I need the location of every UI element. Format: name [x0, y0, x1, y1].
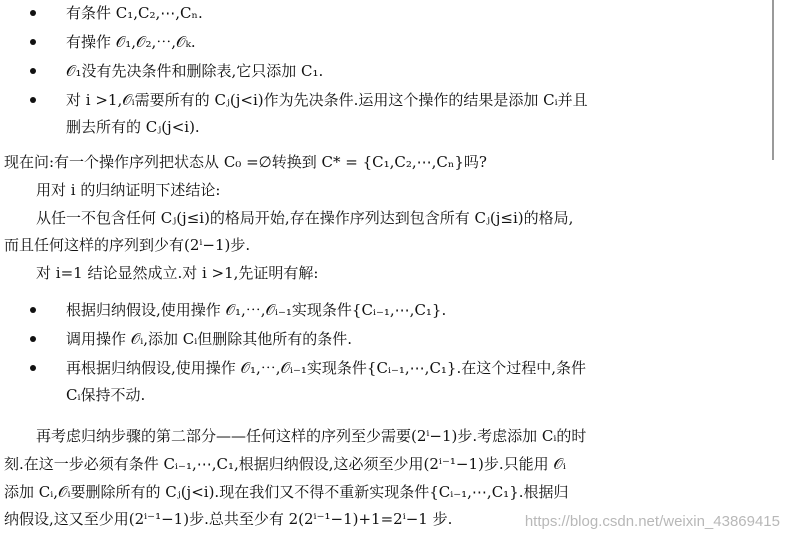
watermark-text: https://blog.csdn.net/weixin_43869415	[524, 513, 780, 530]
claim-line-1: 从任一不包含任何 Cⱼ(j≤i)的格局开始,存在操作序列达到包含所有 Cⱼ(j≤i)的格局,	[36, 209, 574, 227]
bullet-dot	[30, 68, 36, 74]
bullet-dot	[30, 365, 36, 371]
bullet-dot	[30, 10, 36, 16]
paragraph-line-4: 纳假设,这又至少用(2ⁱ⁻¹−1)步.总共至少有 2(2ⁱ⁻¹−1)+1=2ⁱ−1 步.	[4, 510, 453, 528]
step-item-3-cont: Cᵢ保持不动.	[66, 386, 146, 404]
claim-line-2: 而且任何这样的序列到少有(2ⁱ−1)步.	[4, 236, 251, 254]
margin-bar	[772, 0, 774, 160]
induction-intro: 用对 i 的归纳证明下述结论:	[36, 181, 221, 199]
top-list-item-3: 𝒪₁没有先决条件和删除表,它只添加 C₁.	[66, 62, 324, 80]
question-line: 现在问:有一个操作序列把状态从 C₀ =∅转换到 C* = {C₁,C₂,⋯,Cₙ}吗?	[4, 153, 487, 171]
top-list-item-4-cont: 删去所有的 Cⱼ(j<i).	[66, 118, 200, 136]
bullet-dot	[30, 307, 36, 313]
bullet-dot	[30, 39, 36, 45]
paragraph-line-2: 刻.在这一步必须有条件 Cᵢ₋₁,⋯,C₁,根据归纳假设,这必须至少用(2ⁱ⁻¹−1)步.只能用 𝒪ᵢ	[4, 455, 566, 473]
bullet-dot	[30, 336, 36, 342]
step-item-1: 根据归纳假设,使用操作 𝒪₁,⋯,𝒪ᵢ₋₁实现条件{Cᵢ₋₁,⋯,C₁}.	[66, 301, 447, 319]
paragraph-line-3: 添加 Cᵢ,𝒪ᵢ要删除所有的 Cⱼ(j<i).现在我们又不得不重新实现条件{Cᵢ₋₁,⋯,C₁}.根据归	[4, 483, 569, 501]
step-item-2: 调用操作 𝒪ᵢ,添加 Cᵢ但删除其他所有的条件.	[66, 330, 353, 348]
base-case-line: 对 i=1 结论显然成立.对 i >1,先证明有解:	[36, 264, 319, 282]
top-list-item-4: 对 i >1,𝒪ᵢ需要所有的 Cⱼ(j<i)作为先决条件.运用这个操作的结果是添加 Cᵢ并且	[66, 91, 588, 109]
top-list-item-1: 有条件 C₁,C₂,⋯,Cₙ.	[66, 4, 203, 22]
step-item-3: 再根据归纳假设,使用操作 𝒪₁,⋯,𝒪ᵢ₋₁实现条件{Cᵢ₋₁,⋯,C₁}.在这个过程中,条件	[66, 359, 587, 377]
paragraph-line-1: 再考虑归纳步骤的第二部分——任何这样的序列至少需要(2ⁱ−1)步.考虑添加 Cᵢ的时	[36, 427, 587, 445]
top-list-item-2: 有操作 𝒪₁,𝒪₂,⋯,𝒪ₖ.	[66, 33, 196, 51]
bullet-dot	[30, 97, 36, 103]
